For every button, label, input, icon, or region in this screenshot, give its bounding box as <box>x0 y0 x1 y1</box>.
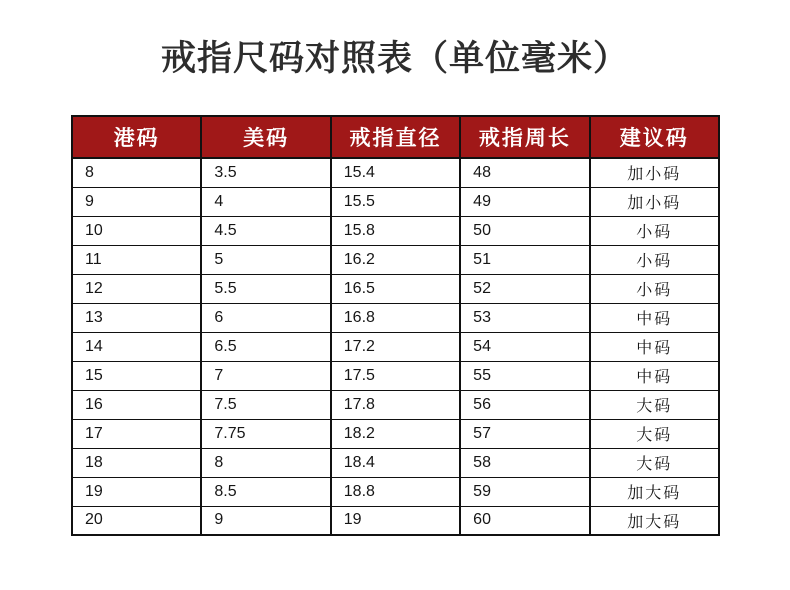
table-cell: 5.5 <box>201 274 330 303</box>
table-cell: 加大码 <box>590 506 719 535</box>
table-cell: 6.5 <box>201 332 330 361</box>
table-row <box>72 274 719 303</box>
table-cell: 15 <box>72 361 201 390</box>
column-header-ring-diameter: 戒指直径 <box>331 116 460 158</box>
table-cell: 48 <box>460 158 589 187</box>
table-row <box>72 477 719 506</box>
table-cell: 13 <box>72 303 201 332</box>
table-cell: 11 <box>72 245 201 274</box>
table-cell: 17.5 <box>331 361 460 390</box>
table-cell: 5 <box>201 245 330 274</box>
table-cell: 52 <box>460 274 589 303</box>
table-cell: 20 <box>72 506 201 535</box>
table-row <box>72 332 719 361</box>
table-row <box>72 419 719 448</box>
table-header-row <box>72 116 719 158</box>
table-row <box>72 506 719 535</box>
table-row <box>72 361 719 390</box>
table-cell: 7 <box>201 361 330 390</box>
table-cell: 18.4 <box>331 448 460 477</box>
table-header <box>72 116 719 158</box>
table-cell: 4.5 <box>201 216 330 245</box>
table-cell: 大码 <box>590 390 719 419</box>
table-cell: 17.2 <box>331 332 460 361</box>
table-cell: 58 <box>460 448 589 477</box>
table-cell: 加小码 <box>590 187 719 216</box>
table-cell: 59 <box>460 477 589 506</box>
table-cell: 57 <box>460 419 589 448</box>
table-cell: 17 <box>72 419 201 448</box>
table-row <box>72 390 719 419</box>
table-cell: 18 <box>72 448 201 477</box>
table-cell: 7.75 <box>201 419 330 448</box>
column-header-us-size: 美码 <box>201 116 330 158</box>
table-cell: 19 <box>331 506 460 535</box>
table-row <box>72 187 719 216</box>
table-cell: 中码 <box>590 303 719 332</box>
column-header-hk-size: 港码 <box>72 116 201 158</box>
table-cell: 中码 <box>590 332 719 361</box>
table-cell: 7.5 <box>201 390 330 419</box>
table-cell: 51 <box>460 245 589 274</box>
table-cell: 50 <box>460 216 589 245</box>
table-cell: 15.4 <box>331 158 460 187</box>
table-cell: 15.5 <box>331 187 460 216</box>
page-title: 戒指尺码对照表（单位毫米） <box>160 39 629 78</box>
table-cell: 53 <box>460 303 589 332</box>
table-cell: 8.5 <box>201 477 330 506</box>
table-cell: 大码 <box>590 448 719 477</box>
table-cell: 小码 <box>590 216 719 245</box>
table-body <box>72 158 719 535</box>
table-cell: 小码 <box>590 245 719 274</box>
column-header-recommended-size: 建议码 <box>590 116 719 158</box>
table-row <box>72 448 719 477</box>
table-cell: 小码 <box>590 274 719 303</box>
table-cell: 9 <box>201 506 330 535</box>
table-cell: 12 <box>72 274 201 303</box>
table-cell: 16 <box>72 390 201 419</box>
table-cell: 55 <box>460 361 589 390</box>
table-row <box>72 216 719 245</box>
table-cell: 9 <box>72 187 201 216</box>
table-cell: 17.8 <box>331 390 460 419</box>
table-cell: 大码 <box>590 419 719 448</box>
table-cell: 10 <box>72 216 201 245</box>
table-row <box>72 245 719 274</box>
table-cell: 60 <box>460 506 589 535</box>
table-cell: 8 <box>72 158 201 187</box>
table-cell: 16.2 <box>331 245 460 274</box>
table-cell: 49 <box>460 187 589 216</box>
table-cell: 54 <box>460 332 589 361</box>
table-cell: 56 <box>460 390 589 419</box>
column-header-ring-circumference: 戒指周长 <box>460 116 589 158</box>
table-cell: 16.5 <box>331 274 460 303</box>
table-row <box>72 303 719 332</box>
table-cell: 6 <box>201 303 330 332</box>
table-row <box>72 158 719 187</box>
table-cell: 加大码 <box>590 477 719 506</box>
table-cell: 加小码 <box>590 158 719 187</box>
table-cell: 中码 <box>590 361 719 390</box>
ring-size-table <box>71 115 720 536</box>
table-cell: 3.5 <box>201 158 330 187</box>
table-cell: 16.8 <box>331 303 460 332</box>
table-cell: 14 <box>72 332 201 361</box>
table-cell: 8 <box>201 448 330 477</box>
table-cell: 15.8 <box>331 216 460 245</box>
table-cell: 4 <box>201 187 330 216</box>
table-cell: 18.8 <box>331 477 460 506</box>
table-cell: 18.2 <box>331 419 460 448</box>
table-cell: 19 <box>72 477 201 506</box>
